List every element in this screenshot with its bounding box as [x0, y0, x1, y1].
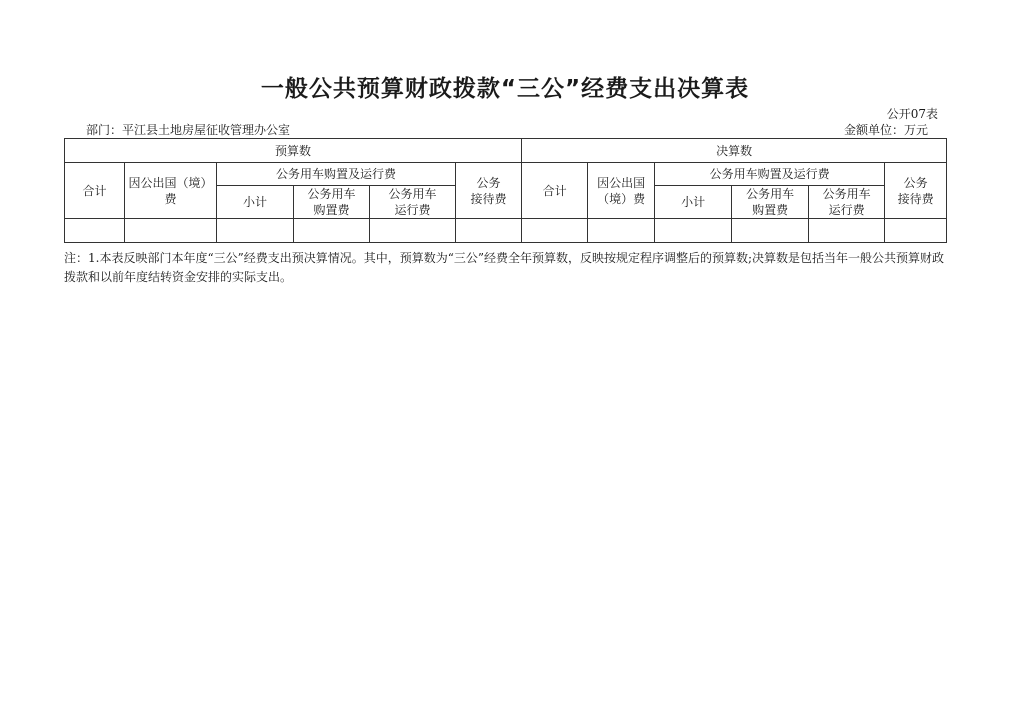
header-budget-vehicle: 公务用车购置及运行费 — [217, 163, 456, 186]
header-budget-reception: 公务 接待费 — [456, 163, 522, 219]
header-final-vehicle: 公务用车购置及运行费 — [655, 163, 885, 186]
data-cell — [456, 219, 522, 243]
data-cell — [217, 219, 294, 243]
header-final: 决算数 — [522, 139, 947, 163]
header-final-subtotal: 小计 — [655, 186, 732, 219]
header-budget-total: 合计 — [65, 163, 125, 219]
data-cell — [125, 219, 217, 243]
department-label: 部门：平江县土地房屋征收管理办公室 — [86, 123, 291, 137]
header-budget-subtotal: 小计 — [217, 186, 294, 219]
header-final-vehicle-operation: 公务用车 运行费 — [809, 186, 885, 219]
data-cell — [885, 219, 947, 243]
header-budget-vehicle-purchase: 公务用车 购置费 — [294, 186, 370, 219]
three-public-expenses-table — [64, 138, 947, 243]
header-row-1 — [65, 139, 947, 163]
header-budget: 预算数 — [65, 139, 522, 163]
data-cell — [588, 219, 655, 243]
footnote: 注：1.本表反映部门本年度“三公”经费支出预决算情况。其中，预算数为“三公”经费全年预算数，反映按规定程序调整后的预算数;决算数是包括当年一般公共预算财政拨款和以前年度结转资金安排的实际支出。 — [64, 251, 945, 284]
data-row — [65, 219, 947, 243]
header-final-total: 合计 — [522, 163, 588, 219]
header-budget-abroad: 因公出国（境） 费 — [125, 163, 217, 219]
data-cell — [655, 219, 732, 243]
data-cell — [809, 219, 885, 243]
table-id: 公开07表 — [886, 107, 938, 121]
data-cell — [522, 219, 588, 243]
header-budget-vehicle-operation: 公务用车 运行费 — [370, 186, 456, 219]
header-final-reception: 公务 接待费 — [885, 163, 947, 219]
data-cell — [732, 219, 809, 243]
data-cell — [65, 219, 125, 243]
data-cell — [370, 219, 456, 243]
header-final-vehicle-purchase: 公务用车 购置费 — [732, 186, 809, 219]
page-title: 一般公共预算财政拨款“三公”经费支出决算表 — [260, 76, 750, 102]
header-final-abroad: 因公出国 （境）费 — [588, 163, 655, 219]
data-cell — [294, 219, 370, 243]
header-row-2 — [65, 163, 947, 186]
unit-label: 金额单位：万元 — [843, 123, 928, 137]
